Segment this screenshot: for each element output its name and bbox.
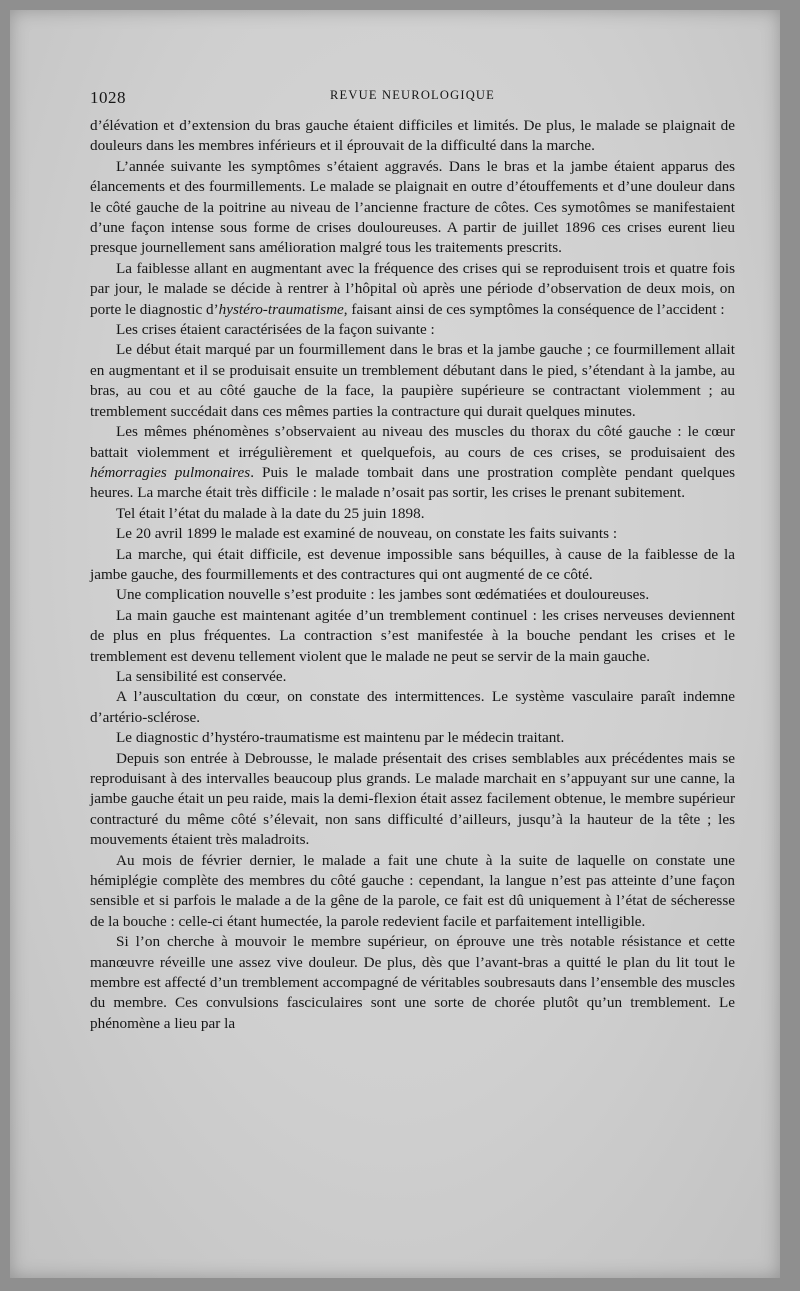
- paragraph-1: d’élévation et d’extension du bras gauche étaient difficiles et limités. De plus, le malade se plaignait de douleurs dans les membres inférieurs et il éprouvait de la difficulté dans la marche.: [90, 117, 735, 155]
- paragraph-13: A l’auscultation du cœur, on constate des intermittences. Le système vasculaire paraît indemne d’artério-sclérose.: [90, 688, 735, 726]
- paragraph-17: Si l’on cherche à mouvoir le membre supérieur, on éprouve une très notable résistance et cette manœuvre réveille une assez vive douleur. De plus, dès que l’avant-bras a quitté le plan du lit tout le membre est affecté d’un tremblement accompagné de véritables soubresauts dans l’ensemble des muscles du membre. Ces convulsions fasciculaires sont une sorte de chorée plutôt qu’un tremblement. Le phénomène a lieu par la: [90, 933, 735, 1032]
- hemorrhage-term: hémorragies pulmonaires: [90, 463, 251, 481]
- page-content: [90, 82, 735, 1034]
- paragraph-5: Le début était marqué par un fourmillement dans le bras et la jambe gauche ; ce fourmillement allait en augmentant et il se produisait ensuite un tremblement débutant dans le pied, s’étendant à la jambe, au bras, au cou et au côté gauche de la face, la paupière supérieure se contractant violemment ; au tremblement succédait dans ces mêmes parties la contracture qui durait quelques minutes.: [90, 341, 735, 420]
- page-header: [90, 82, 735, 116]
- paper-sheet: [10, 10, 780, 1278]
- paragraph-16: Au mois de février dernier, le malade a fait une chute à la suite de laquelle on constate une hémiplégie complète des membres du côté gauche : cependant, la langue n’est pas atteinte d’une façon sensible et si parfois le malade a de la gêne de la parole, ce fait est dû uniquement à l’état de sécheresse de la bouche : celle-ci étant humectée, la parole redevient facile et parfaitement intelligible.: [90, 851, 735, 930]
- paragraph-8: Le 20 avril 1899 le malade est examiné de nouveau, on constate les faits suivants :: [116, 525, 618, 543]
- paragraph-9: La marche, qui était difficile, est devenue impossible sans béquilles, à cause de la faiblesse de la jambe gauche, des fourmillements et des contractures qui ont augmenté de ce côté.: [90, 545, 735, 583]
- paragraph-3-text: La faiblesse allant en augmentant avec la fréquence des crises qui se reproduisent trois et quatre fois par jour, le malade se décide à rentrer à l’hôpital où après une période d’observation de deux mois, on porte le diagnostic d’: [90, 259, 735, 318]
- paragraph-6-text: Les mêmes phénomènes s’observaient au niveau des muscles du thorax du côté gauche : le cœur battait violemment et irrégulièrement et quelquefois, au cours de ces crises, se produisaient des: [90, 423, 735, 461]
- paragraph-15: Depuis son entrée à Debrousse, le malade présentait des crises semblables aux précédentes mais se reproduisant à des intervalles beaucoup plus grands. Le malade marchait en s’appuyant sur une canne, la jambe gauche était un peu raide, mais la demi-flexion était assez facilement obtenue, le membre supérieur contracturé du même côté s’élevait, non sans difficulté d’ailleurs, jusqu’à la hauteur de la tête ; les mouvements étaient très maladroits.: [90, 749, 735, 849]
- paragraph-14: Le diagnostic d’hystéro-traumatisme est maintenu par le médecin traitant.: [116, 729, 565, 747]
- paragraph-10: Une complication nouvelle s’est produite : les jambes sont œdématiées et douloureuses.: [116, 586, 650, 604]
- diagnosis-term: hystéro-traumatisme: [218, 300, 344, 318]
- paragraph-11: La main gauche est maintenant agitée d’un tremblement continuel : les crises nerveuses deviennent de plus en plus fréquentes. La contraction s’est manifestée à la bouche pendant les crises et le tremblement est devenu tellement violent que le malade ne peut se servir de la main gauche.: [90, 606, 735, 665]
- paragraph-2: L’année suivante les symptômes s’étaient aggravés. Dans le bras et la jambe étaient apparus des élancements et des fourmillements. Le malade se plaignait en outre d’étouffements et d’une douleur dans le côté gauche de la poitrine au niveau de l’ancienne fracture de côtes. Ces symotômes se manifestaient d’une façon intense sous forme de crises douloureuses. A partir de juillet 1896 ces crises eurent lieu presque journellement sans amélioration malgré tous les traitements prescrits.: [90, 157, 735, 257]
- page-number: 1028: [90, 88, 126, 107]
- paragraph-7: Tel était l’état du malade à la date du 25 juin 1898.: [116, 504, 425, 522]
- paragraph-4: Les crises étaient caractérisées de la façon suivante :: [116, 321, 435, 339]
- paragraph-6-tail: . Puis le malade tombait dans une prostration complète pendant quelques heures. La marche était très difficile : le malade n’osait pas sortir, les crises le prenant subitement.: [90, 463, 735, 502]
- paragraph-3-tail: , faisant ainsi de ces symptômes la conséquence de l’accident :: [343, 300, 725, 318]
- running-title: REVUE NEUROLOGIQUE: [330, 88, 495, 102]
- paragraph-12: La sensibilité est conservée.: [116, 667, 287, 685]
- paragraph-3: [90, 259, 735, 320]
- paragraph-6: [90, 422, 735, 504]
